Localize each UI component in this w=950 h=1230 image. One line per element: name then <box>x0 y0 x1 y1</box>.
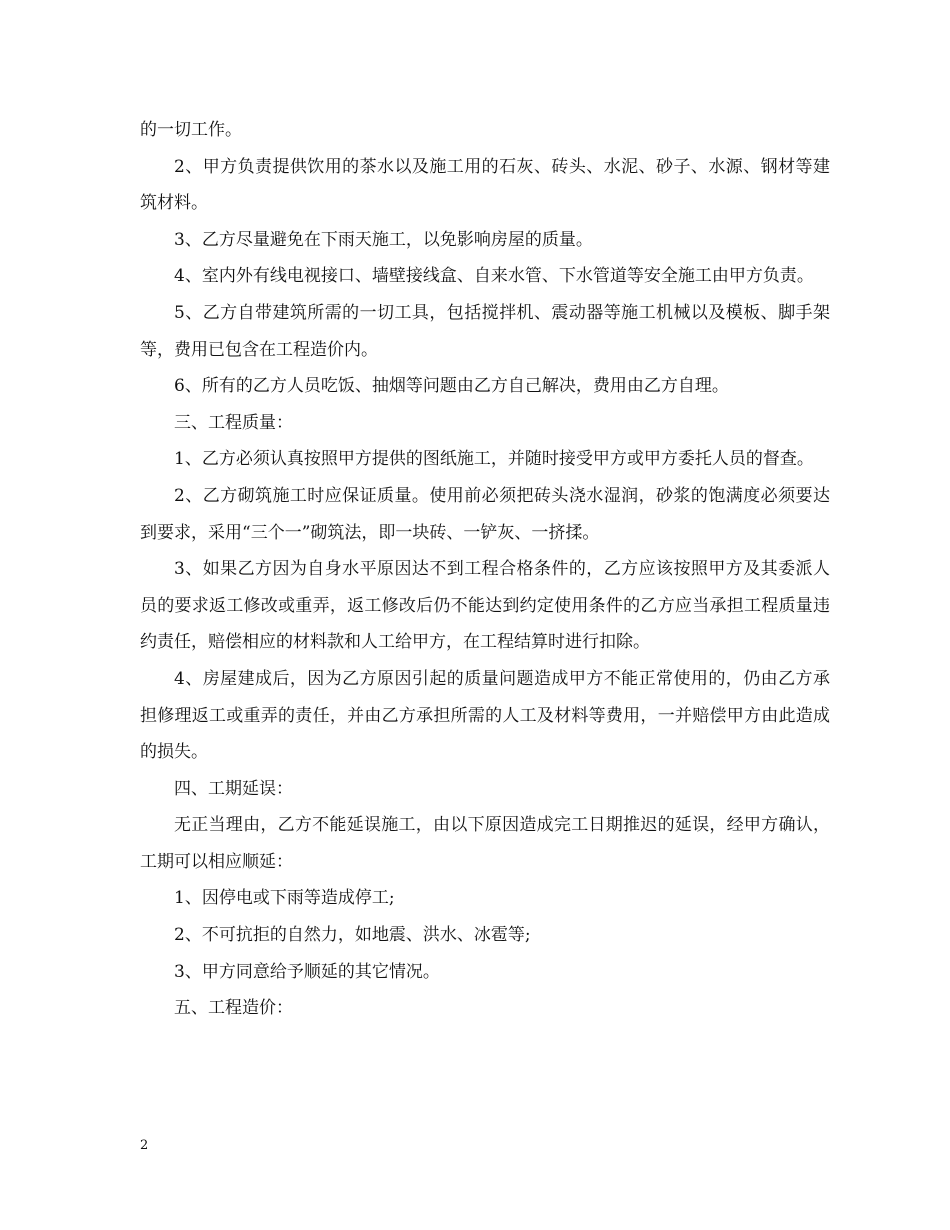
paragraph-item-5-tools: 5、乙方自带建筑所需的一切工具，包括搅拌机、震动器等施工机械以及模板、脚手架等，费用已包含在工程造价内。 <box>140 302 830 360</box>
paragraph-quality-1: 1、乙方必须认真按照甲方提供的图纸施工，并随时接受甲方或甲方委托人员的督查。 <box>174 449 814 470</box>
paragraph-item-4-indoor: 4、室内外有线电视接口、墙壁接线盒、自来水管、下水管道等安全施工由甲方负责。 <box>174 266 814 287</box>
section-heading-quality: 三、工程质量： <box>174 412 293 433</box>
paragraph-item-6-meals: 6、所有的乙方人员吃饭、抽烟等问题由乙方自己解决，费用由乙方自理。 <box>174 376 729 397</box>
paragraph-quality-2: 2、乙方砌筑施工时应保证质量。使用前必须把砖头浇水湿润，砂浆的饱满度必须要达到要求，采用“三个一”砌筑法，即一块砖、一铲灰、一挤揉。 <box>140 485 830 543</box>
document-body <box>140 112 830 1027</box>
paragraph-item-2-materials: 2、甲方负责提供饮用的茶水以及施工用的石灰、砖头、水泥、砂子、水源、钢材等建筑材料。 <box>140 156 830 214</box>
paragraph-delay-2: 2、不可抗拒的自然力，如地震、洪水、冰雹等; <box>174 925 531 946</box>
paragraph-delay-intro: 无正当理由，乙方不能延误施工，由以下原因造成完工日期推迟的延误，经甲方确认，工期可以相应顺延： <box>140 815 830 872</box>
paragraph-item-3-rain: 3、乙方尽量避免在下雨天施工，以免影响房屋的质量。 <box>174 229 593 250</box>
paragraph-delay-3: 3、甲方同意给予顺延的其它情况。 <box>174 961 440 982</box>
page-number: 2 <box>140 1138 149 1153</box>
section-heading-price: 五、工程造价： <box>174 998 293 1019</box>
paragraph-delay-1: 1、因停电或下雨等造成停工; <box>174 888 395 909</box>
section-heading-delay: 四、工期延误： <box>174 778 293 799</box>
paragraph-quality-4: 4、房屋建成后，因为乙方原因引起的质量问题造成甲方不能正常使用的，仍由乙方承担修理返工或重弄的责任，并由乙方承担所需的人工及材料等费用，一并赔偿甲方由此造成的损失。 <box>140 668 830 763</box>
paragraph-continuation: 的一切工作。 <box>140 120 242 140</box>
paragraph-quality-3: 3、如果乙方因为自身水平原因达不到工程合格条件的，乙方应该按照甲方及其委派人员的要求返工修改或重弄，返工修改后仍不能达到约定使用条件的乙方应当承担工程质量违约责任，赔偿相应的材料款和人工给甲方，在工程结算时进行扣除。 <box>140 559 830 653</box>
